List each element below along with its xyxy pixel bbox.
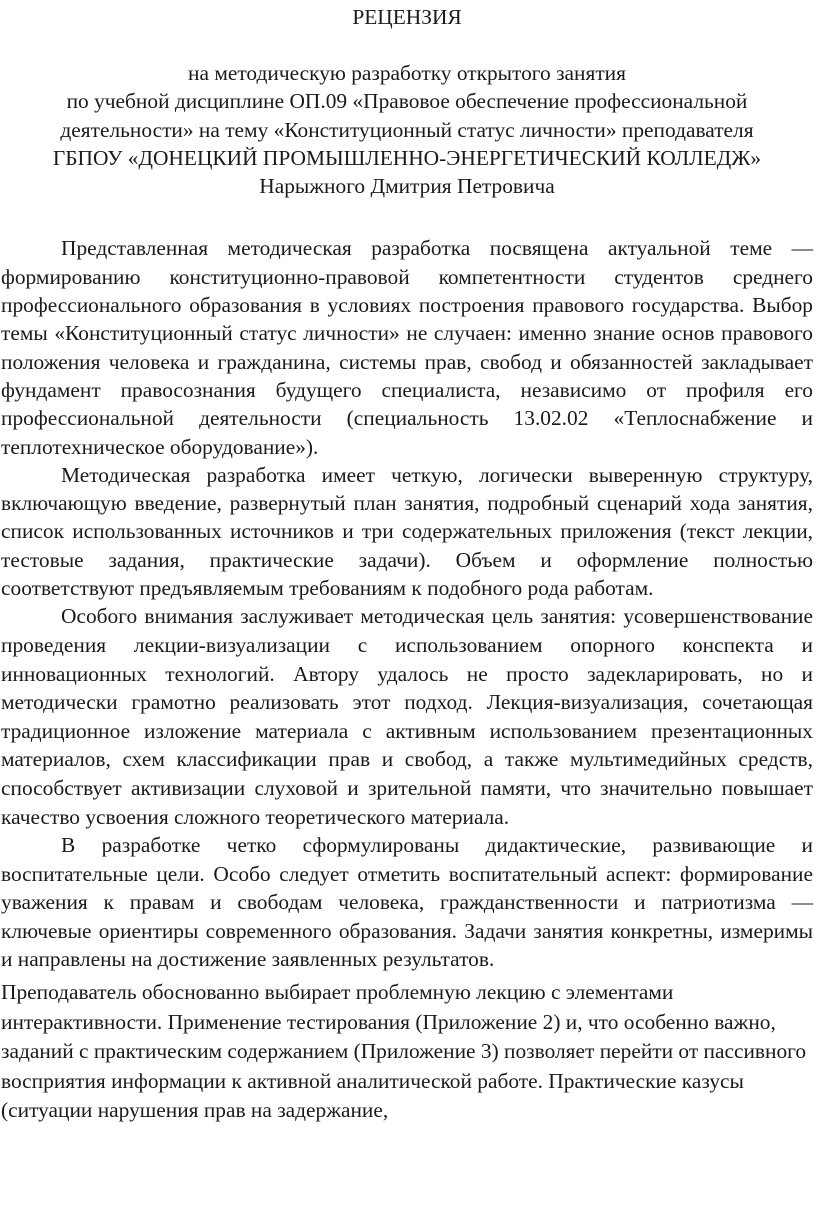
header-line-4: ГБПОУ «ДОНЕЦКИЙ ПРОМЫШЛЕННО-ЭНЕРГЕТИЧЕСКИЙ КОЛЛЕДЖ»: [52, 145, 762, 170]
header-line-1: на методическую разработку открытого занятия: [188, 61, 626, 85]
header-line-3: деятельности» на тему «Конституционный статус личности» преподавателя: [60, 117, 754, 142]
body-paragraph-5: Преподаватель обоснованно выбирает проблемную лекцию с элементами интерактивности. Применение тестирования (Приложение 2) и, что особенно важно, заданий с практическим содержанием (Приложение 3) позволяет перейти от пассивного восприятия информации к активной аналитической работе. Практические казусы (ситуации нарушения прав на задержание,: [1, 980, 807, 1123]
document-title: РЕЦЕНЗИЯ: [352, 5, 462, 29]
body-paragraph-1: Представленная методическая разработка посвящена актуальной теме — формированию конституционно-правовой компетентности студентов среднего профессионального образования в условиях построения правового государства. Выбор темы «Конституционный статус личности» не случаен: именно знание основ правового положения человека и гражданина, системы прав, свобод и обязанностей закладывает фундамент правосознания будущего специалиста, независимо от профиля его профессиональной деятельности (специальность 13.02.02 «Теплоснабжение и теплотехническое оборудование»).: [1, 236, 813, 459]
body-paragraph-3: Особого внимания заслуживает методическая цель занятия: усовершенствование проведения лекции-визуализации с использованием опорного конспекта и инновационных технологий. Автору удалось не просто задекларировать, но и методически грамотно реализовать этот подход. Лекция-визуализация, сочетающая традиционное изложение материала с активным использованием презентационных материалов, схем классификации прав и свобод, а также мультимедийных средств, способствует активизации слуховой и зрительной памяти, что значительно повышает качество усвоения сложного теоретического материала.: [1, 604, 813, 829]
title-gap: [1, 31, 813, 59]
author-name: Нарыжного Дмитрия Петровича: [259, 174, 555, 199]
header-gap: [1, 200, 813, 234]
body-paragraph-4: В разработке четко сформулированы дидактические, развивающие и воспитательные цели. Особо следует отметить воспитательный аспект: формирование уважения к правам и свободам человека, гражданственности и патриотизма — ключевые ориентиры современного образования. Задачи занятия конкретны, измеримы и направлены на достижение заявленных результатов.: [1, 833, 813, 972]
body-paragraph-2: Методическая разработка имеет четкую, логически выверенную структуру, включающую введение, развернутый план занятия, подробный сценарий хода занятия, список использованных источников и три содержательных приложения (текст лекции, тестовые задания, практические задачи). Объем и оформление полностью соответствуют предъявляемым требованиям к подобного рода работам.: [1, 462, 813, 601]
header-line-2: по учебной дисциплине ОП.09 «Правовое обеспечение профессиональной: [66, 89, 748, 114]
